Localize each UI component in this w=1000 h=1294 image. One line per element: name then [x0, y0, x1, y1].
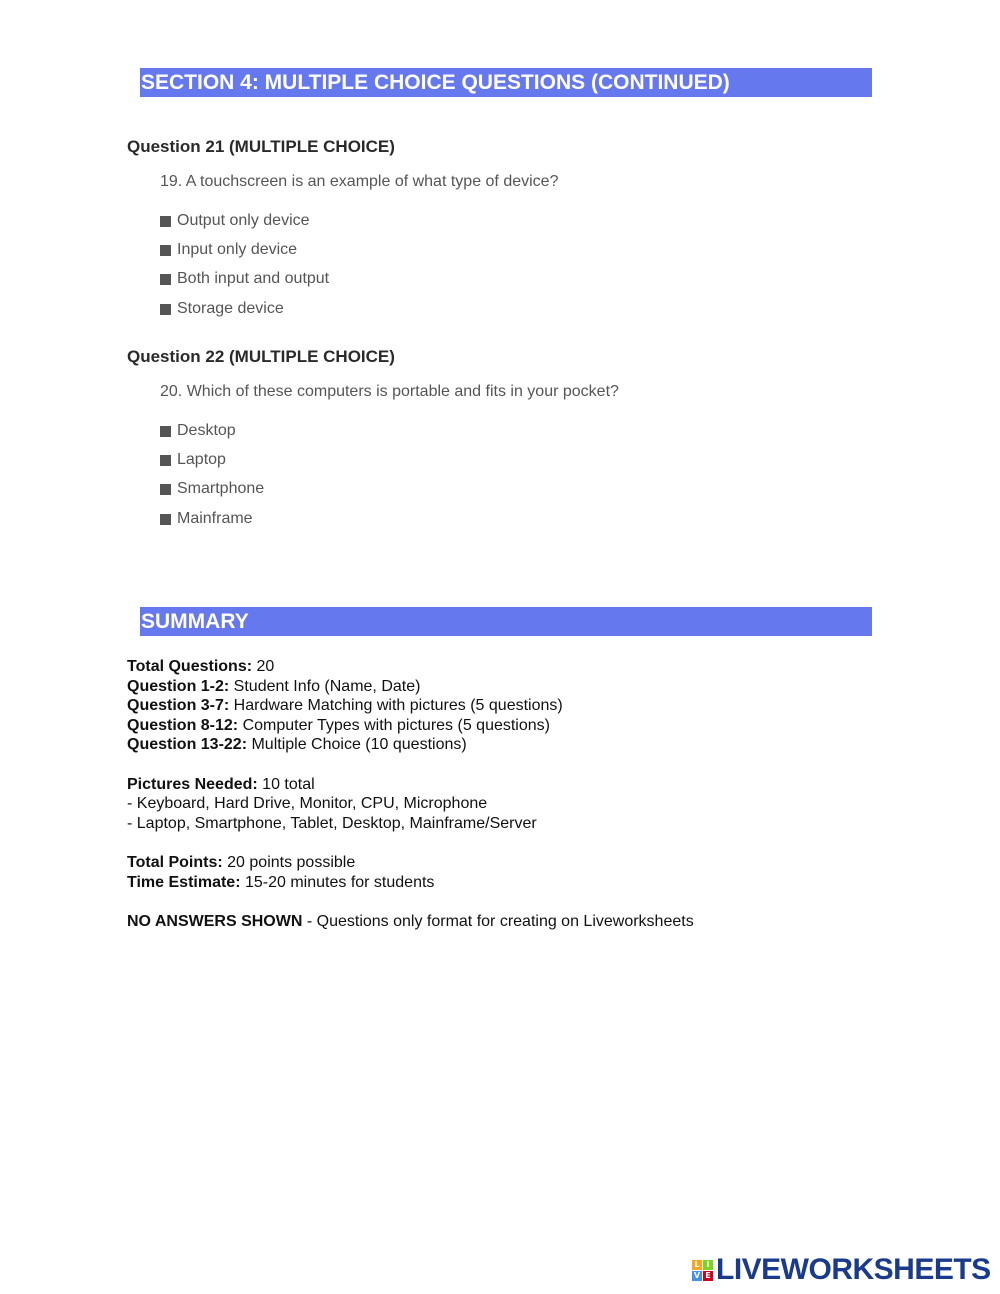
summary-value: - Keyboard, Hard Drive, Monitor, CPU, Microphone [127, 795, 488, 812]
section-header: SECTION 4: MULTIPLE CHOICE QUESTIONS (CONTINUED) [140, 68, 872, 97]
option-label: Storage device [177, 300, 284, 317]
square-bullet-icon [160, 274, 171, 285]
summary-value: - Questions only format for creating on Liveworksheets [302, 913, 694, 930]
question-heading: Question 21 (MULTIPLE CHOICE) [127, 137, 395, 156]
summary-value: Student Info (Name, Date) [229, 678, 421, 695]
answer-option[interactable] [160, 299, 284, 319]
logo-mark-letter: E [703, 1271, 713, 1281]
logo-text: LIVEWORKSHEETS [716, 1253, 991, 1286]
summary-value: Computer Types with pictures (5 questions) [238, 717, 550, 734]
answer-option[interactable] [160, 479, 264, 499]
option-label: Output only device [177, 212, 310, 229]
summary-label: Total Points: [127, 854, 223, 871]
summary-value: 15-20 minutes for students [240, 874, 435, 891]
summary-value: Hardware Matching with pictures (5 questions) [229, 697, 563, 714]
square-bullet-icon [160, 216, 171, 227]
summary-line [127, 716, 550, 736]
summary-line [127, 853, 355, 873]
liveworksheets-logo [692, 1253, 991, 1287]
answer-option[interactable] [160, 269, 329, 289]
question-heading: Question 22 (MULTIPLE CHOICE) [127, 347, 395, 366]
logo-mark-letter: I [703, 1260, 713, 1270]
square-bullet-icon [160, 245, 171, 256]
summary-line [127, 657, 274, 677]
summary-label: NO ANSWERS SHOWN [127, 913, 303, 930]
answer-option[interactable] [160, 211, 310, 231]
option-label: Smartphone [177, 480, 265, 497]
option-label: Mainframe [177, 510, 253, 527]
answer-option[interactable] [160, 450, 226, 470]
summary-label: Pictures Needed: [127, 776, 258, 793]
summary-line [127, 735, 467, 755]
summary-label: Question 13-22: [127, 736, 248, 753]
question-prompt: 19. A touchscreen is an example of what type of device? [160, 173, 559, 190]
summary-value: 20 points possible [222, 854, 356, 871]
logo-mark-icon [692, 1260, 713, 1281]
option-label: Both input and output [177, 270, 330, 287]
summary-value: 10 total [257, 776, 315, 793]
summary-label: Question 8-12: [127, 717, 239, 734]
option-label: Desktop [177, 422, 236, 439]
option-label: Laptop [177, 451, 226, 468]
answer-option[interactable] [160, 421, 236, 441]
summary-value: Multiple Choice (10 questions) [247, 736, 467, 753]
summary-line [127, 873, 434, 893]
square-bullet-icon [160, 455, 171, 466]
square-bullet-icon [160, 514, 171, 525]
summary-label: Question 3-7: [127, 697, 230, 714]
summary-line [127, 912, 694, 932]
square-bullet-icon [160, 484, 171, 495]
logo-mark-letter: L [692, 1260, 702, 1270]
summary-label: Time Estimate: [127, 874, 241, 891]
square-bullet-icon [160, 426, 171, 437]
summary-header: SUMMARY [140, 607, 872, 636]
summary-value: 20 [252, 658, 275, 675]
logo-mark-letter: V [693, 1270, 701, 1280]
summary-label: Total Questions: [127, 658, 253, 675]
answer-option[interactable] [160, 240, 297, 260]
question-prompt: 20. Which of these computers is portable and fits in your pocket? [160, 383, 619, 400]
square-bullet-icon [160, 304, 171, 315]
summary-line [127, 794, 487, 814]
option-label: Input only device [177, 241, 298, 258]
summary-line [127, 814, 537, 834]
summary-line [127, 677, 420, 697]
answer-option[interactable] [160, 509, 253, 529]
summary-value: - Laptop, Smartphone, Tablet, Desktop, Mainframe/Server [127, 815, 537, 832]
summary-line [127, 696, 563, 716]
summary-label: Question 1-2: [127, 678, 230, 695]
summary-line [127, 775, 315, 795]
